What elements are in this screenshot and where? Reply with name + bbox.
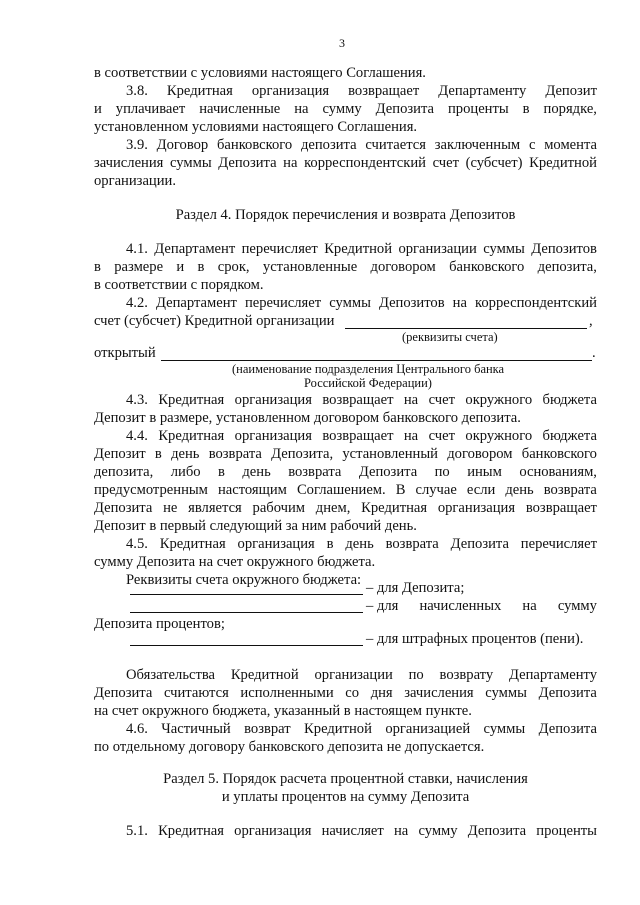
justified-line: [126, 295, 597, 311]
justified-line: [126, 667, 597, 683]
word: организация: [437, 500, 516, 516]
justified-line: [94, 155, 597, 171]
justified-line: [126, 137, 597, 153]
word: дня: [370, 685, 393, 701]
word: организацией: [385, 721, 471, 737]
word: Соглашением.: [296, 482, 386, 498]
word: момента: [544, 137, 597, 153]
word: со: [345, 685, 360, 701]
word: считается: [365, 137, 426, 153]
field-caption: (реквизиты счета): [402, 330, 498, 344]
word: возврата: [208, 446, 262, 462]
word: возвращает: [322, 428, 394, 444]
word: возврата: [543, 482, 597, 498]
word: депозита: [300, 137, 357, 153]
section-5-title: Раздел 5. Порядок расчета процентной ставки, начисления: [163, 771, 528, 787]
text-line: открытый: [94, 345, 156, 361]
word: на: [452, 295, 467, 311]
word: зачисления: [94, 155, 164, 171]
word: перечисляет: [241, 241, 318, 257]
word: размере: [114, 259, 164, 275]
page-number: 3: [339, 36, 345, 50]
word: организация: [234, 823, 312, 839]
word: депозита,: [537, 259, 597, 275]
word: Депозитов: [531, 241, 597, 257]
word: уплачивает: [115, 101, 186, 117]
word: организации: [398, 241, 477, 257]
word: банковского: [449, 259, 525, 275]
word: 4.6.: [126, 721, 148, 737]
fill-in-line: [130, 612, 363, 613]
word: Депозитов: [378, 295, 445, 311]
word: корреспондентский: [304, 155, 426, 171]
justified-line: [94, 464, 597, 480]
justified-line: [94, 482, 597, 498]
word: возврата: [385, 536, 439, 552]
word: Депозита: [467, 823, 527, 839]
word: сумму: [418, 823, 458, 839]
text-line: в соответствии с порядком.: [94, 277, 264, 293]
justified-line: [94, 446, 597, 462]
word: в: [326, 536, 334, 552]
word: начисленные: [199, 101, 281, 117]
word: проценты: [447, 101, 509, 117]
word: Депозита: [538, 721, 597, 737]
word: договором: [447, 446, 513, 462]
word: В: [395, 482, 406, 498]
justified-line: [94, 500, 597, 516]
word: установленные: [262, 259, 358, 275]
word: начисляет: [321, 823, 384, 839]
word: исполненными: [240, 685, 334, 701]
word: по: [408, 667, 424, 683]
word: (субсчет): [465, 155, 523, 171]
word: Обязательства: [126, 667, 216, 683]
word: по: [434, 464, 450, 480]
word: суммы: [169, 155, 212, 171]
word: 5.1.: [126, 823, 148, 839]
word: Депозита: [94, 500, 153, 516]
word: Кредитная: [158, 428, 225, 444]
word: Депозита,: [271, 446, 334, 462]
justified-line: [126, 392, 597, 408]
word: Департаменту: [508, 667, 597, 683]
text-line: установленном условиями настоящего Соглашения.: [94, 119, 418, 135]
justified-line: [366, 598, 597, 614]
justified-line: [126, 83, 597, 99]
word: Договор: [156, 137, 209, 153]
word: Депозит: [94, 446, 146, 462]
word: на: [283, 155, 298, 171]
word: день: [242, 464, 271, 480]
justified-line: [94, 685, 597, 701]
word: в: [218, 464, 225, 480]
word: Частичный: [161, 721, 231, 737]
word: сумму: [557, 598, 597, 614]
word: возврату: [439, 667, 494, 683]
word: организация: [234, 428, 312, 444]
word: на: [403, 392, 419, 408]
word: возвращает: [322, 392, 394, 408]
fill-in-line: [130, 645, 363, 646]
justified-line: [126, 428, 597, 444]
word: проценты: [536, 823, 597, 839]
word: Депозита: [375, 101, 434, 117]
text-line: Депозит в размере, установленном договором банковского депозита.: [94, 410, 521, 426]
word: суммы: [485, 685, 527, 701]
word: сумму: [322, 101, 362, 117]
field-caption: Российской Федерации): [304, 376, 432, 390]
text-line: сумму Депозита на счет окружного бюджета.: [94, 554, 376, 570]
word: счет: [432, 155, 459, 171]
word: Депозит: [545, 83, 597, 99]
word: Кредитная: [361, 500, 428, 516]
word: суммы: [329, 295, 371, 311]
word: 4.2.: [126, 295, 148, 311]
word: Кредитная: [158, 392, 225, 408]
word: суммы: [483, 721, 526, 737]
word: день: [171, 446, 200, 462]
word: возврат: [244, 721, 291, 737]
word: суммы: [483, 241, 525, 257]
word: организации: [314, 667, 393, 683]
section-5-title: и уплаты процентов на сумму Депозита: [221, 789, 470, 805]
word: перечисляет: [520, 536, 597, 552]
justified-line: [94, 101, 597, 117]
word: Депозита: [450, 536, 509, 552]
word: организация: [251, 83, 330, 99]
word: на: [393, 823, 409, 839]
word: либо: [170, 464, 201, 480]
word: банковского: [521, 446, 597, 462]
text-line: в соответствии с условиями настоящего Соглашения.: [94, 65, 426, 81]
fill-in-line: [161, 360, 592, 361]
word: Кредитная: [158, 823, 224, 839]
word: и: [94, 101, 102, 117]
text-line: – для Депозита;: [366, 580, 465, 596]
word: окружного: [465, 392, 533, 408]
word: срок,: [217, 259, 250, 275]
word: день: [345, 536, 374, 552]
word: Депозита: [94, 685, 153, 701]
word: корреспондентский: [475, 295, 597, 311]
word: на: [403, 428, 419, 444]
word: на: [522, 598, 537, 614]
word: установленный: [342, 446, 438, 462]
word: Кредитной: [304, 721, 372, 737]
word: Депозита: [538, 685, 597, 701]
word: счет: [428, 428, 455, 444]
word: 4.4.: [126, 428, 148, 444]
word: порядке,: [543, 101, 597, 117]
word: окружного: [465, 428, 533, 444]
word: иным: [467, 464, 502, 480]
word: день: [505, 482, 534, 498]
word: зачисления: [404, 685, 474, 701]
fill-in-line: [130, 594, 363, 595]
word: днем,: [315, 500, 351, 516]
word: предусмотренным: [94, 482, 208, 498]
text-line: Депозит в первый следующий за ним рабочий день.: [94, 518, 417, 534]
justified-line: [126, 536, 597, 552]
word: бюджета: [542, 428, 597, 444]
word: 4.1.: [126, 241, 148, 257]
word: Кредитная: [166, 83, 233, 99]
text-line: ,: [589, 313, 593, 329]
field-caption: (наименование подразделения Центрального банка: [232, 362, 505, 376]
word: 3.8.: [126, 83, 148, 99]
word: Департамент: [155, 295, 237, 311]
word: возврата: [288, 464, 342, 480]
word: организация: [234, 392, 312, 408]
word: в: [197, 259, 205, 275]
word: счет: [428, 392, 455, 408]
word: Депозита: [218, 155, 277, 171]
word: 4.5.: [126, 536, 148, 552]
text-line: – для штрафных процентов (пени).: [366, 631, 584, 647]
word: является: [188, 500, 242, 516]
text-line: на счет окружного бюджета, указанный в настоящем пункте.: [94, 703, 472, 719]
word: Кредитной: [230, 667, 299, 683]
word: договором: [370, 259, 436, 275]
word: в: [154, 446, 162, 462]
word: Депозита: [358, 464, 418, 480]
word: считаются: [163, 685, 229, 701]
text-line: организации.: [94, 173, 176, 189]
text-line: по отдельному договору банковского депозита не допускается.: [94, 739, 485, 755]
word: на: [294, 101, 309, 117]
word: возвращает: [525, 500, 597, 516]
word: Департаменту: [438, 83, 527, 99]
text-line: счет (субсчет) Кредитной организации: [94, 313, 335, 329]
word: возвращает: [348, 83, 420, 99]
justified-line: [126, 241, 597, 257]
word: – для: [366, 598, 399, 614]
word: в: [94, 259, 101, 275]
word: начисленных: [419, 598, 502, 614]
justified-line: [126, 721, 597, 737]
text-line: Депозита процентов;: [94, 616, 225, 632]
word: Кредитная: [159, 536, 226, 552]
requisites-title: Реквизиты счета окружного бюджета:: [126, 572, 362, 588]
word: бюджета: [542, 392, 597, 408]
justified-line: [94, 259, 597, 275]
word: в: [522, 101, 530, 117]
fill-in-line: [345, 328, 587, 329]
word: Кредитной: [529, 155, 597, 171]
word: основаниям,: [519, 464, 597, 480]
word: депозита,: [94, 464, 154, 480]
section-4-title: Раздел 4. Порядок перечисления и возврата Депозитов: [175, 207, 516, 223]
word: рабочим: [252, 500, 306, 516]
word: Кредитной: [324, 241, 393, 257]
word: заключенным: [434, 137, 521, 153]
word: Департамент: [154, 241, 236, 257]
word: настоящим: [217, 482, 287, 498]
word: организация: [237, 536, 315, 552]
word: банковского: [216, 137, 293, 153]
word: и: [176, 259, 185, 275]
word: 4.3.: [126, 392, 148, 408]
justified-line: [126, 823, 597, 839]
word: не: [163, 500, 178, 516]
word: с: [528, 137, 536, 153]
word: случае: [415, 482, 457, 498]
word: если: [466, 482, 496, 498]
word: перечисляет: [244, 295, 322, 311]
text-line: .: [592, 345, 596, 361]
word: 3.9.: [126, 137, 148, 153]
